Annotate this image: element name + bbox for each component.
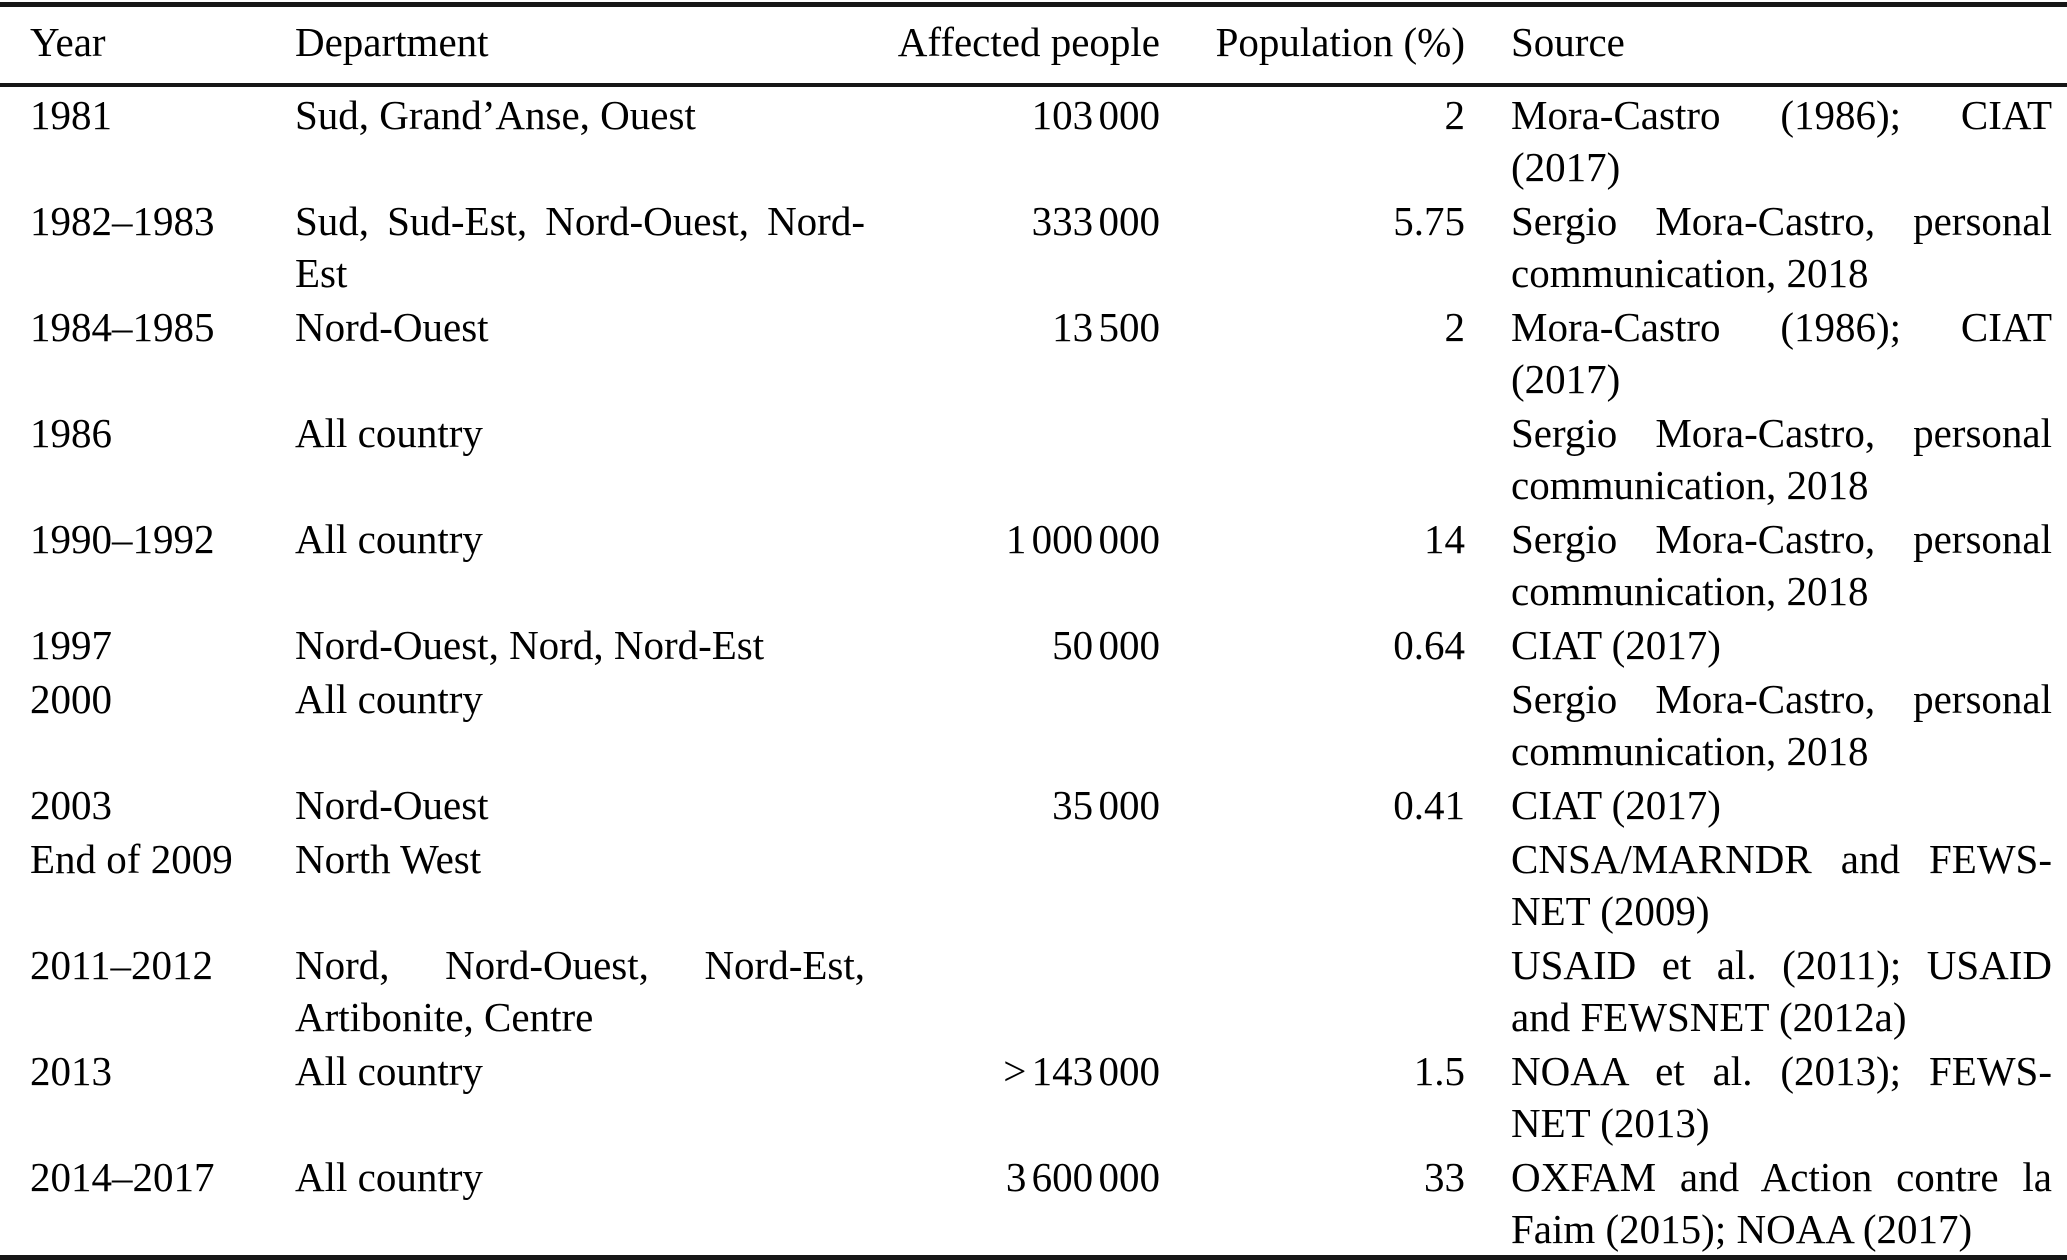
table-row	[0, 1149, 2067, 1258]
cell-year: 1981	[30, 92, 112, 138]
cell-source: CIAT (2017)	[1511, 782, 1721, 828]
cell-affected: 35 000	[1052, 782, 1160, 828]
cell-year: 2003	[30, 782, 112, 828]
cell-affected: 50 000	[1052, 622, 1160, 668]
cell-population: 1.5	[1413, 1048, 1465, 1094]
cell-population	[1160, 831, 1465, 937]
cell-affected: 3 600 000	[1005, 1154, 1160, 1200]
col-header-year: Year	[0, 5, 265, 86]
cell-year: 2013	[30, 1048, 112, 1094]
table-row	[0, 777, 2067, 831]
cell-department: Sud, Grand’Anse, Ouest	[295, 92, 696, 138]
cell-department: All country	[295, 516, 483, 562]
cell-source: OXFAM and Action contre la Faim (2015); NOAA (2017)	[1511, 1154, 2052, 1252]
cell-source: Mora-Castro (1986); CIAT (2017)	[1511, 304, 2052, 402]
table-row	[0, 937, 2067, 1043]
cell-source: CIAT (2017)	[1511, 622, 1721, 668]
cell-population: 2	[1444, 304, 1465, 350]
cell-year: 1984–1985	[30, 304, 215, 350]
cell-year: 2000	[30, 676, 112, 722]
cell-affected: 1 000 000	[1005, 516, 1160, 562]
cell-population	[1160, 671, 1465, 777]
cell-department: All country	[295, 410, 483, 456]
table-row	[0, 193, 2067, 299]
cell-department: Nord-Ouest	[295, 782, 489, 828]
cell-department: Nord-Ouest, Nord, Nord-Est	[295, 622, 765, 668]
table-row	[0, 85, 2067, 193]
cell-year: 2014–2017	[30, 1154, 215, 1200]
cell-source: NOAA et al. (2013); FEWS-NET (2013)	[1511, 1048, 2052, 1146]
table-row	[0, 671, 2067, 777]
cell-department: Nord, Nord-Ouest, Nord-Est, Artibonite, Centre	[295, 942, 865, 1040]
cell-affected: 13 500	[1052, 304, 1160, 350]
table-row	[0, 299, 2067, 405]
cell-year: 1982–1983	[30, 198, 215, 244]
cell-affected: 103 000	[1031, 92, 1160, 138]
cell-year: End of 2009	[30, 836, 233, 882]
table-body	[0, 85, 2067, 1258]
table-row	[0, 1043, 2067, 1149]
cell-affected	[865, 405, 1160, 511]
table-header	[0, 5, 2067, 86]
col-header-affected: Affected people	[865, 5, 1160, 86]
col-header-department: Department	[265, 5, 865, 86]
cell-department: Nord-Ouest	[295, 304, 489, 350]
col-header-source: Source	[1465, 5, 2067, 86]
cell-population	[1160, 937, 1465, 1043]
cell-department: All country	[295, 1154, 483, 1200]
cell-department: All country	[295, 1048, 483, 1094]
table-page	[0, 2, 2067, 1260]
cell-population: 14	[1424, 516, 1465, 562]
cell-department: Sud, Sud-Est, Nord-Ouest, Nord-Est	[295, 198, 865, 296]
cell-source: Sergio Mora-Castro, personal communication, 2018	[1511, 198, 2052, 296]
table-row	[0, 511, 2067, 617]
cell-population: 2	[1444, 92, 1465, 138]
table-row	[0, 831, 2067, 937]
drought-impact-table	[0, 2, 2067, 1260]
header-row	[0, 5, 2067, 86]
cell-year: 2011–2012	[30, 942, 213, 988]
cell-year: 1997	[30, 622, 112, 668]
cell-population: 5.75	[1393, 198, 1465, 244]
col-header-population: Population (%)	[1160, 5, 1465, 86]
cell-affected: 333 000	[1031, 198, 1160, 244]
cell-source: Sergio Mora-Castro, personal communication, 2018	[1511, 516, 2052, 614]
cell-department: North West	[295, 836, 482, 882]
cell-affected: > 143 000	[1003, 1048, 1160, 1094]
cell-affected	[865, 671, 1160, 777]
cell-affected	[865, 831, 1160, 937]
cell-source: USAID et al. (2011); USAID and FEWSNET (2012a)	[1511, 942, 2052, 1040]
cell-source: Sergio Mora-Castro, personal communication, 2018	[1511, 676, 2052, 774]
cell-year: 1986	[30, 410, 112, 456]
cell-population: 0.41	[1393, 782, 1465, 828]
cell-population	[1160, 405, 1465, 511]
cell-population: 0.64	[1393, 622, 1465, 668]
cell-source: Sergio Mora-Castro, personal communication, 2018	[1511, 410, 2052, 508]
table-row	[0, 617, 2067, 671]
cell-year: 1990–1992	[30, 516, 215, 562]
cell-source: Mora-Castro (1986); CIAT (2017)	[1511, 92, 2052, 190]
cell-source: CNSA/MARNDR and FEWS-NET (2009)	[1511, 836, 2052, 934]
cell-population: 33	[1424, 1154, 1465, 1200]
cell-affected	[865, 937, 1160, 1043]
cell-department: All country	[295, 676, 483, 722]
table-row	[0, 405, 2067, 511]
